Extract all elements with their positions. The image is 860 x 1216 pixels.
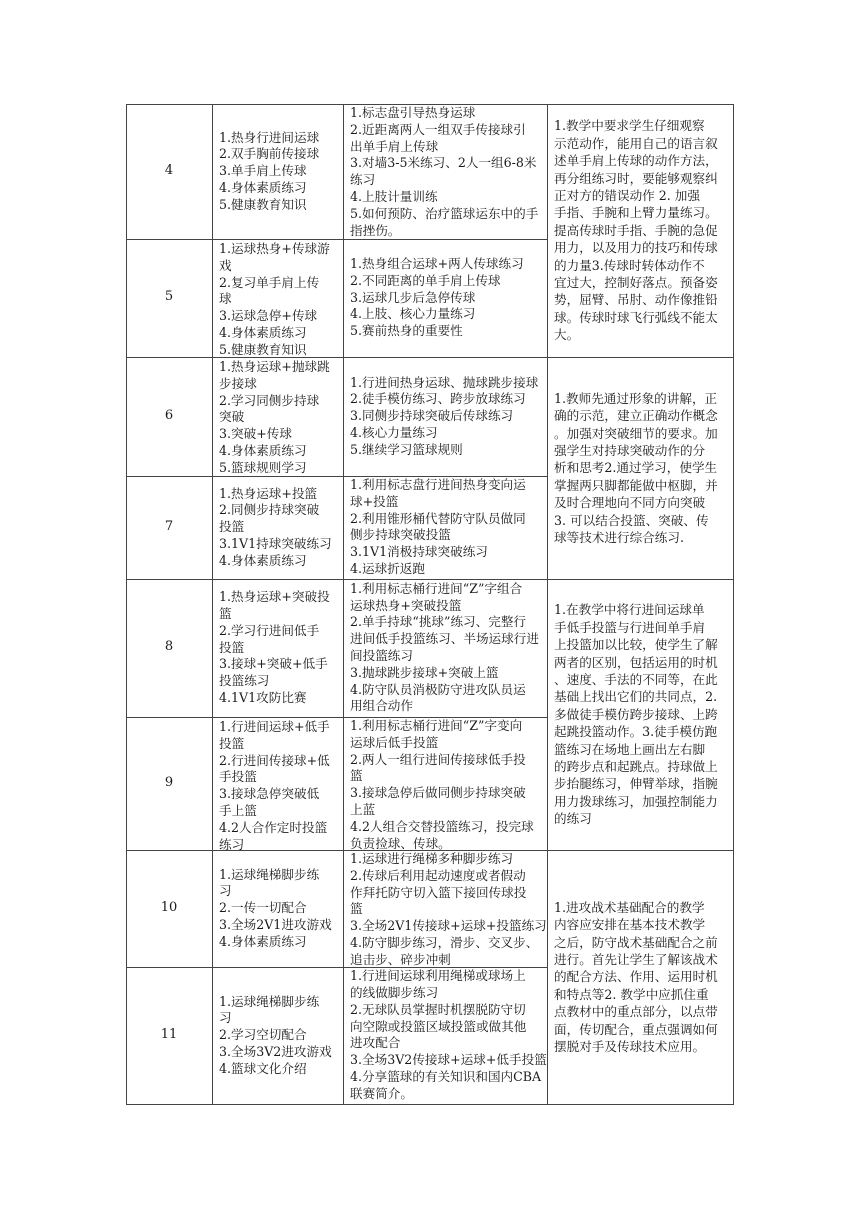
cell-line: 势，屈臂、吊肘、动作像推铅	[554, 292, 718, 308]
week-number: 11	[160, 1026, 178, 1042]
cell-line: 5.篮球规则学习	[219, 459, 307, 475]
topics-cell	[219, 994, 332, 1078]
cell-line: 篮	[219, 605, 232, 621]
cell-line: 的跨步点和起跳点。持球做上	[554, 759, 718, 775]
cell-line: 4.身体素质练习	[219, 552, 307, 568]
cell-line: 联赛简介。	[350, 1085, 413, 1101]
cell-line: 2.单手持球“挑球”练习、完整行	[350, 614, 527, 630]
notes-cell	[554, 390, 718, 547]
cell-line: 4.分享篮球的有关知识和国内CBA	[350, 1069, 542, 1085]
cell-line: 1.行进间运球利用绳梯或球场上	[350, 968, 526, 984]
cell-line: 点教材中的重点部分，以点带	[554, 1004, 718, 1020]
cell-line: 2.不同距离的单手肩上传球	[350, 272, 501, 288]
week-number: 8	[164, 639, 174, 654]
week-number: 6	[164, 407, 174, 423]
cell-line: 手投篮	[219, 769, 257, 785]
cell-line: 球。传球时球飞行弧线不能太	[554, 309, 718, 325]
cell-line: 2.两人一组行进间传接球低手投	[350, 751, 526, 767]
cell-line: 练习	[350, 172, 376, 188]
cell-line: 5.赛前热身的重要性	[350, 323, 463, 339]
cell-line: 2.无球队员掌握时机摆脱防守切	[350, 1001, 526, 1017]
cell-line: 3.1V1持球突破练习	[219, 535, 332, 551]
week-number: 4	[164, 162, 174, 178]
cell-line: 投篮	[219, 735, 245, 751]
cell-line: 篮练习在场地上画出左右脚	[554, 741, 706, 757]
cell-line: 习	[219, 1010, 232, 1026]
cell-line: 投篮	[219, 639, 245, 655]
cell-line: 进攻配合	[350, 1035, 401, 1051]
cell-line: 2.同侧步持球突破	[219, 502, 320, 518]
cell-line: 间投篮练习	[350, 647, 413, 663]
cell-line: 习	[219, 883, 232, 899]
cell-line: 投篮	[219, 519, 245, 535]
cell-line: 上蓝	[350, 801, 376, 817]
methods-cell	[350, 105, 538, 239]
note-border	[547, 579, 734, 580]
cell-line: 2.徒手模仿练习、跨步放球练习	[350, 391, 526, 407]
cell-line: 4.防守队员消极防守进攻队员运	[350, 681, 526, 697]
cell-line: 3.全场3V2进攻游戏	[219, 1043, 332, 1059]
cell-line: 突破	[219, 409, 245, 425]
methods-cell	[350, 851, 547, 969]
cell-line: 4.防守脚步练习，滑步、交叉步、	[350, 934, 539, 950]
cell-line: 、速度、手法的不同等，在此	[554, 672, 718, 688]
cell-line: 1.在教学中将行进间运球单	[554, 602, 705, 618]
cell-line: 基础上找出它们的共同点，2.	[554, 689, 718, 705]
note-border	[547, 104, 734, 105]
cell-line: 2.传球后利用起动速度或者假动	[350, 867, 526, 883]
cell-line: 篮	[350, 768, 363, 784]
cell-line: 手低手投篮与行进间单手肩	[554, 619, 706, 635]
cell-line: 3.全场3V2传接球+运球+低手投篮	[350, 1052, 547, 1068]
cell-line: 掌握两只脚都能做中枢脚，并	[554, 477, 718, 493]
week-number: 9	[164, 774, 174, 790]
cell-line: 3.接球急停突破低	[219, 786, 320, 802]
cell-line: 1.运球绳梯脚步练	[219, 993, 320, 1009]
cell-line: 4.上肢、核心力量练习	[350, 306, 476, 322]
cell-line: 5.继续学习篮球规则	[350, 441, 463, 457]
cell-line: 向空隙或投篮区域投篮或做其他	[350, 1018, 527, 1034]
cell-line: 1.进攻战术基础配合的教学	[554, 899, 705, 915]
cell-line: 的线做脚步练习	[350, 985, 439, 1001]
note-border	[547, 357, 734, 358]
cell-line: 5.健康教育知识	[219, 196, 307, 212]
topics-cell	[219, 130, 319, 214]
methods-cell	[350, 581, 539, 715]
cell-line: 4.2人合作定时投篮	[219, 819, 328, 835]
cell-line: 4.身体素质练习	[219, 933, 307, 949]
cell-line: 摆脱对手及传球技术应用。	[554, 1038, 706, 1054]
cell-line: 1.热身组合运球+两人传球练习	[350, 256, 524, 271]
cell-line: 析和思考2.通过学习，使学生	[554, 460, 718, 476]
column-border	[733, 104, 734, 1105]
cell-line: 强学生对持球突破动作的分	[554, 442, 706, 458]
cell-line: 1.教师先通过形象的讲解，正	[554, 390, 718, 406]
methods-cell	[350, 477, 526, 578]
cell-line: 3.同侧步持球突破后传球练习	[350, 408, 514, 424]
cell-line: 3.对墙3-5米练习、2人一组6-8米	[350, 155, 537, 171]
column-border	[343, 104, 344, 1105]
cell-line: 1.运球热身+传球游	[219, 241, 330, 256]
cell-line: 4.核心力量练习	[350, 424, 438, 440]
cell-line: 2.一传一切配合	[219, 900, 307, 916]
cell-line: 练习	[219, 836, 245, 852]
cell-line: 3.运球急停+传球	[219, 308, 318, 324]
cell-line: 3.全场2V1传接球+运球+投篮练习	[350, 918, 547, 934]
cell-line: 4.篮球文化介绍	[219, 1060, 307, 1076]
cell-line: 3.接球+突破+低手	[219, 656, 328, 672]
cell-line: 篮	[350, 901, 363, 917]
cell-line: 1.热身行进间运球	[219, 129, 320, 145]
notes-cell	[554, 117, 718, 343]
row-border	[126, 357, 547, 358]
cell-line: 1.利用标志盘行进间热身变向运	[350, 477, 526, 493]
cell-line: 和特点等2. 教学中应抓住重	[554, 986, 709, 1002]
cell-line: 球	[219, 291, 232, 307]
note-border	[547, 850, 734, 851]
row-border	[126, 1104, 547, 1105]
cell-line: 正对方的错误动作 2. 加强	[554, 188, 700, 204]
cell-line: 2.近距离两人一组双手传接球引	[350, 121, 526, 137]
cell-line: 面，传切配合，重点强调如何	[554, 1021, 718, 1037]
cell-line: 用力，以及用力的技巧和传球	[554, 240, 718, 256]
cell-line: 4.身体素质练习	[219, 179, 307, 195]
cell-line: 1.教学中要求学生仔细观察	[554, 118, 705, 134]
cell-line: 起跳投篮动作。3.徒手模仿跑	[554, 724, 718, 740]
cell-line: 4.1V1攻防比赛	[219, 689, 307, 705]
cell-line: 2.学习空切配合	[219, 1027, 307, 1043]
cell-line: 运球热身+突破投篮	[350, 597, 462, 613]
cell-line: 1.运球绳梯脚步练	[219, 866, 320, 882]
cell-line: 3. 可以结合投篮、突破、传	[554, 512, 709, 528]
cell-line: 负责捡球、传球。	[350, 835, 451, 851]
cell-line: 5.健康教育知识	[219, 341, 307, 357]
cell-line: 3.突破+传球	[219, 426, 292, 442]
cell-line: 4.身体素质练习	[219, 324, 307, 340]
cell-line: 4.运球折返跑	[350, 561, 425, 577]
cell-line: 步接球	[219, 375, 257, 391]
cell-line: 1.标志盘引导热身运球	[350, 105, 476, 120]
cell-line: 2.复习单手肩上传	[219, 274, 320, 290]
cell-line: 确的示范，建立正确动作概念	[554, 408, 718, 424]
column-border	[126, 104, 127, 1105]
cell-line: 宜过大，控制好落点。预备姿	[554, 275, 718, 291]
methods-cell	[350, 375, 538, 459]
column-border	[547, 104, 548, 1105]
cell-line: 3.接球急停后做同侧步持球突破	[350, 785, 526, 801]
topics-cell	[219, 359, 330, 477]
cell-line: 1.利用标志桶行进间“Z”字组合	[350, 580, 523, 596]
cell-line: 作拜托防守切入篮下接回传球投	[350, 884, 527, 900]
cell-line: 。加强对突破细节的要求。加	[554, 425, 718, 441]
cell-line: 运球后低手投篮	[350, 734, 439, 750]
cell-line: 的配合方法、作用、运用时机	[554, 969, 718, 985]
cell-line: 追击步、碎步冲刺	[350, 951, 451, 967]
week-number: 5	[164, 289, 174, 304]
cell-line: 两者的区别，包括运用的时机	[554, 654, 718, 670]
cell-line: 2.双手胸前传接球	[219, 146, 320, 162]
cell-line: 示范动作，能用自己的语言叙	[554, 135, 718, 151]
cell-line: 手上篮	[219, 802, 257, 818]
cell-line: 投篮练习	[219, 673, 270, 689]
cell-line: 2.学习同侧步持球	[219, 392, 320, 408]
week-number: 7	[164, 518, 174, 534]
cell-line: 用力拨球练习，加强控制能力	[554, 793, 718, 809]
cell-line: 1.运球进行绳梯多种脚步练习	[350, 851, 514, 866]
topics-cell	[219, 719, 330, 853]
cell-line: 进间低手投篮练习、半场运球行进	[350, 631, 539, 647]
cell-line: 1.行进间运球+低手	[219, 719, 330, 734]
notes-cell	[554, 601, 718, 827]
cell-line: 出单手肩上传球	[350, 138, 439, 154]
cell-line: 1.利用标志桶行进间“Z”字变向	[350, 718, 523, 733]
cell-line: 用组合动作	[350, 698, 413, 714]
cell-line: 侧步持球突破投篮	[350, 527, 451, 543]
cell-line: 4.上肢计量训练	[350, 188, 438, 204]
cell-line: 1.行进间热身运球、抛球跳步接球	[350, 374, 539, 390]
cell-line: 指挫伤。	[350, 222, 401, 238]
cell-line: 上投篮加以比较，使学生了解	[554, 637, 718, 653]
methods-cell	[350, 256, 524, 340]
cell-line: 提高传球时手指、手腕的急促	[554, 222, 718, 238]
cell-line: 球等技术进行综合练习.	[554, 529, 684, 545]
cell-line: 4.2人组合交替投篮练习，投完球	[350, 818, 534, 834]
cell-line: 步抬腿练习，伸臂举球，指腕	[554, 776, 718, 792]
cell-line: 多做徒手模仿跨步接球、上跨	[554, 706, 718, 722]
cell-line: 3.1V1消极持球突破练习	[350, 544, 488, 560]
cell-line: 手指、手腕和上臂力量练习。	[554, 205, 718, 221]
topics-cell	[219, 589, 330, 707]
topics-cell	[219, 241, 330, 359]
week-number: 10	[160, 899, 178, 915]
column-border	[212, 104, 213, 1105]
cell-line: 的练习	[554, 811, 592, 827]
cell-line: 再分组练习时，要能够观察纠	[554, 170, 718, 186]
cell-line: 5.如何预防、治疗篮球运东中的手	[350, 205, 539, 221]
cell-line: 之后，防守战术基础配合之前	[554, 934, 718, 950]
cell-line: 1.热身运球+突破投	[219, 589, 330, 605]
methods-cell	[350, 718, 534, 852]
cell-line: 的力量3.传球时转体动作不	[554, 257, 705, 273]
cell-line: 4.身体素质练习	[219, 442, 307, 458]
cell-line: 2.学习行进间低手	[219, 622, 320, 638]
cell-line: 述单手肩上传球的动作方法，	[554, 153, 718, 169]
cell-line: 1.热身运球+投篮	[219, 485, 318, 501]
cell-line: 进行。首先让学生了解该战术	[554, 951, 718, 967]
cell-line: 及时合理地向不同方向突破	[554, 495, 706, 511]
note-border	[547, 1104, 734, 1105]
cell-line: 1.热身运球+抛球跳	[219, 359, 330, 374]
cell-line: 2.利用锥形桶代替防守队员做同	[350, 510, 526, 526]
cell-line: 3.全场2V1进攻游戏	[219, 916, 332, 932]
notes-cell	[554, 899, 718, 1056]
cell-line: 3.单手肩上传球	[219, 163, 307, 179]
cell-line: 戏	[219, 257, 232, 273]
schedule-table	[126, 104, 733, 1104]
topics-cell	[219, 867, 332, 951]
cell-line: 2.行进间传接球+低	[219, 752, 330, 768]
methods-cell	[350, 968, 547, 1102]
cell-line: 大。	[554, 327, 580, 343]
cell-line: 内容应安排在基本技术教学	[554, 917, 706, 933]
cell-line: 3.抛球跳步接球+突破上篮	[350, 664, 499, 680]
topics-cell	[219, 486, 332, 570]
cell-line: 3.运球几步后急停传球	[350, 289, 476, 305]
cell-line: 球+投篮	[350, 493, 399, 509]
